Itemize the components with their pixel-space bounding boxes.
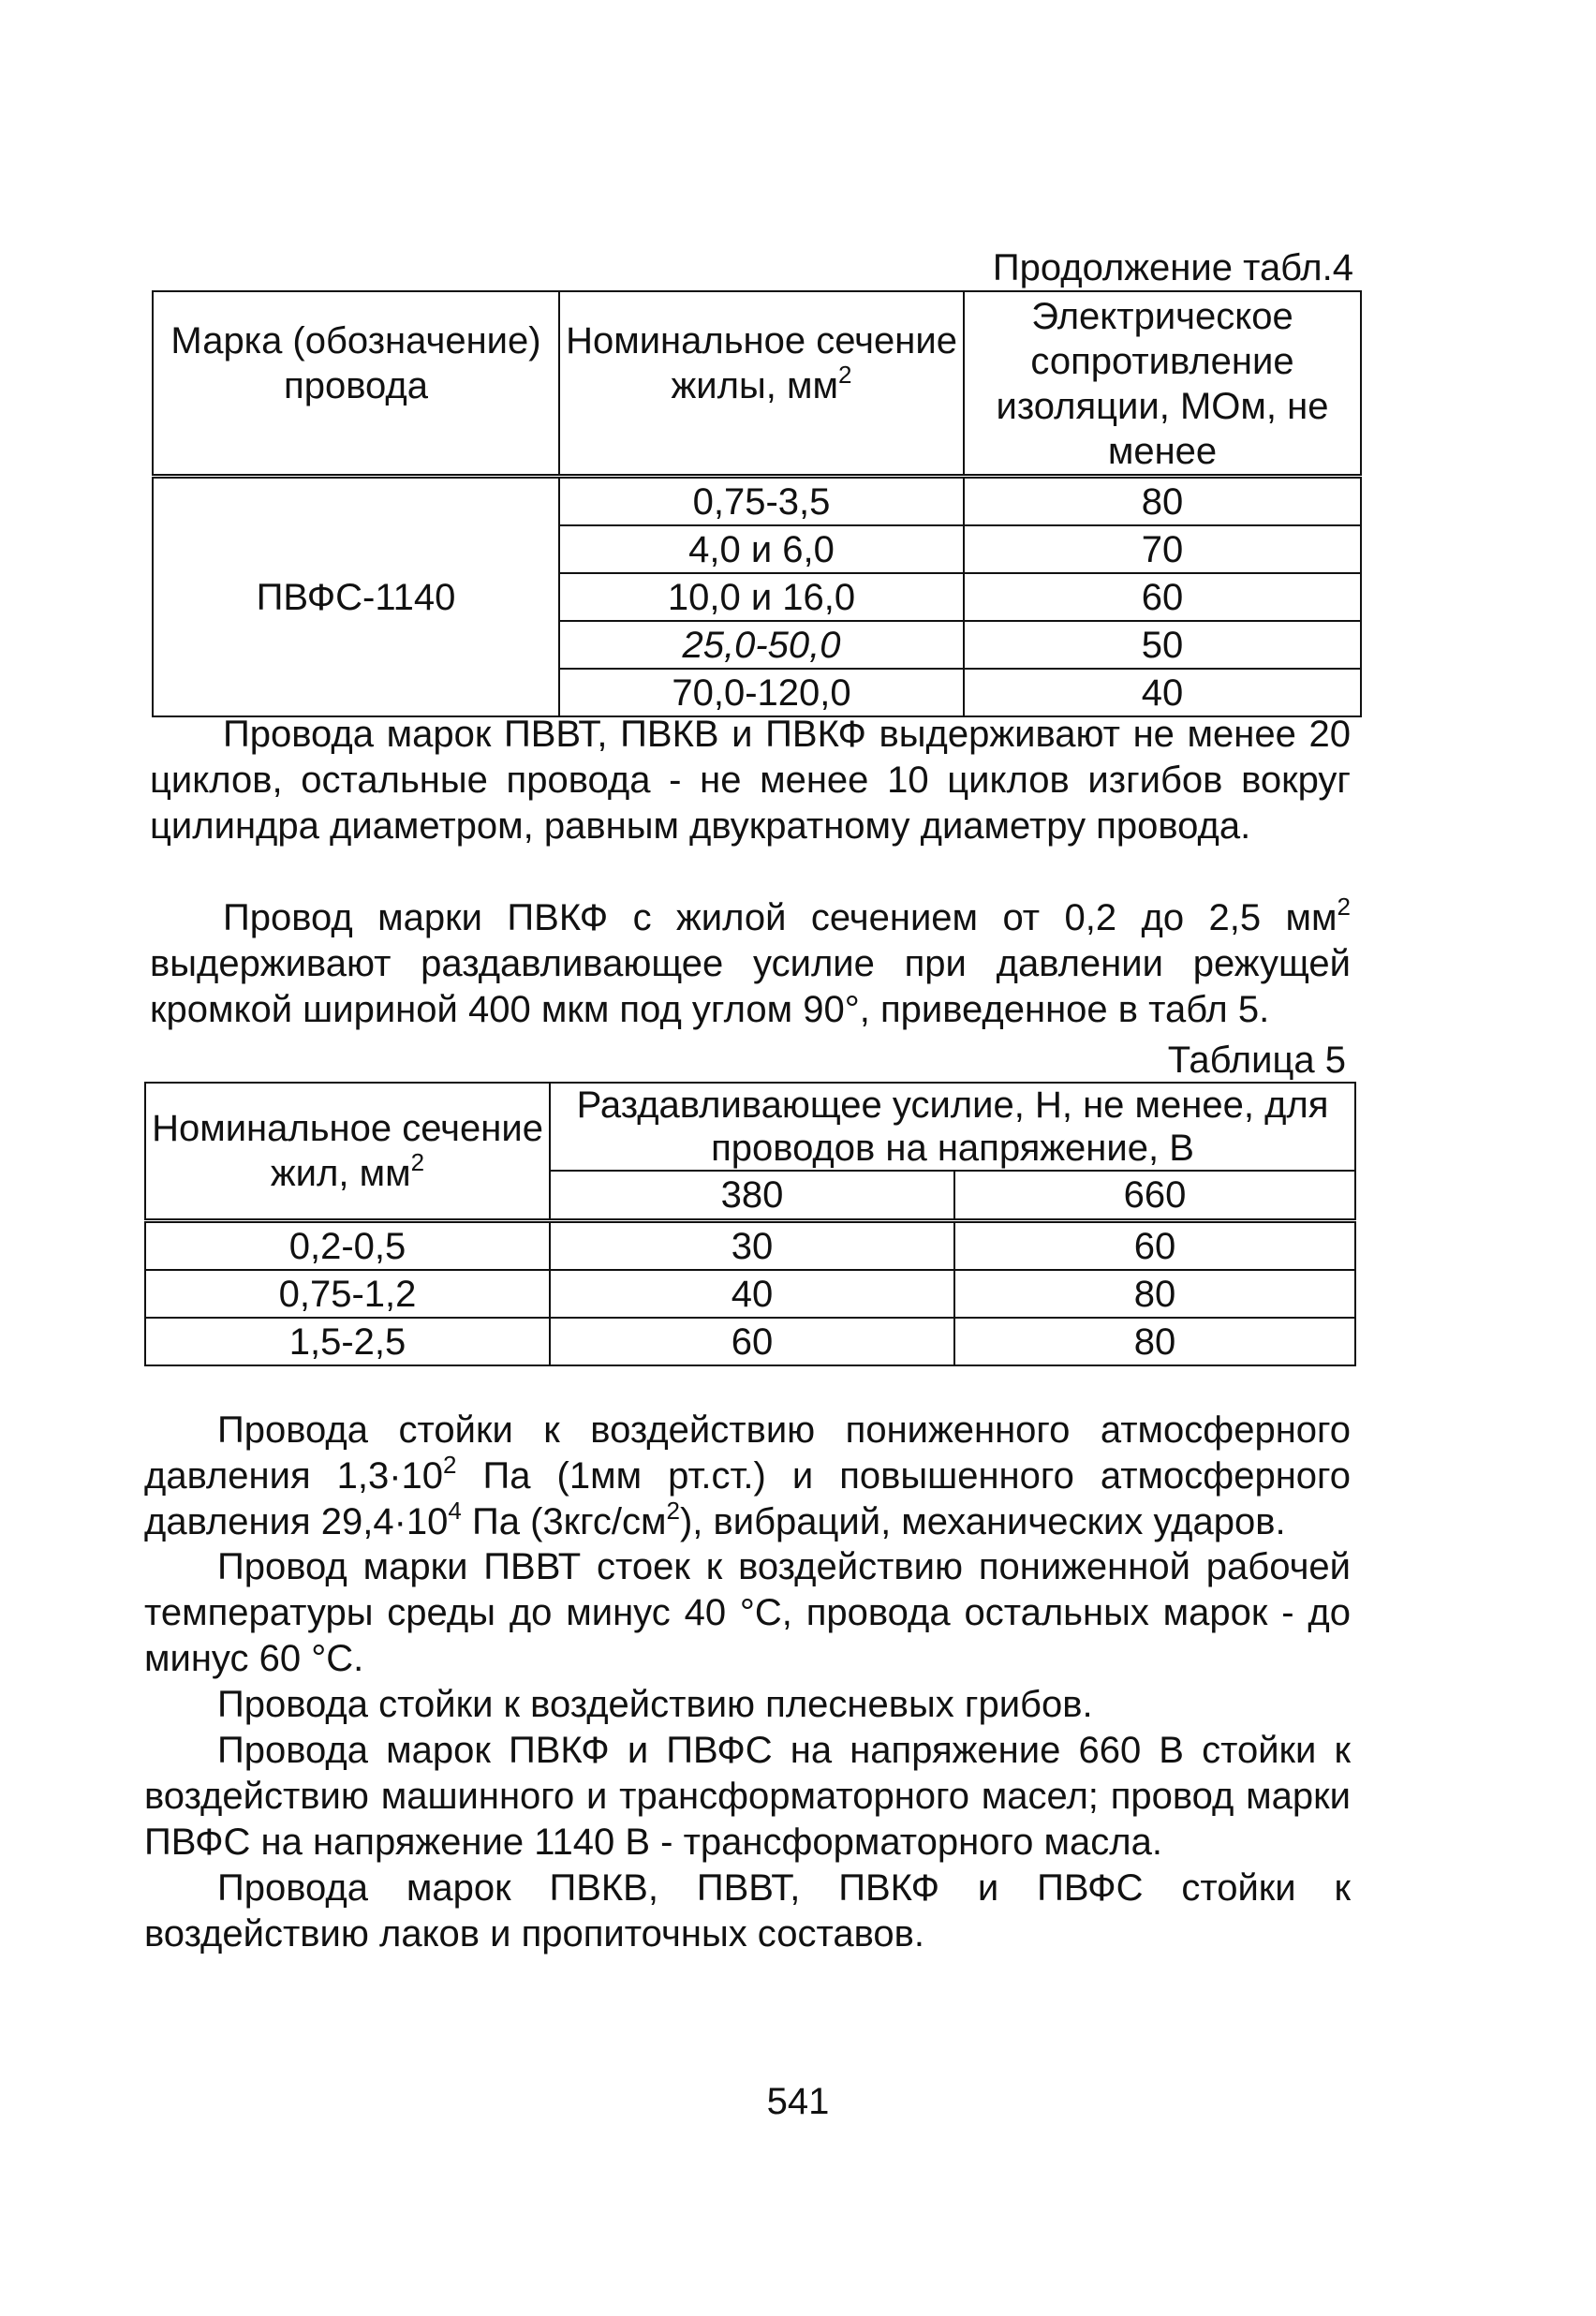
paragraph-pressure: Провода стойки к воздействию пониженного атмосферного давления $1,3\cdot 10^2$ Па (1мм рт.ст.) и повышенного атмосферного давления $29,4\cdot 10^4$ Па $(3кгс/см^2)$, вибраций, механических ударов. — [144, 1409, 1351, 1542]
table5-header-section: Номинальное сечение жил, $мм^2$ — [145, 1083, 550, 1221]
table4-resistance-cell: 50 — [964, 621, 1361, 669]
table4-section-cell: 25,0-50,0 — [559, 621, 964, 669]
table4 — [152, 290, 1362, 717]
table5-section-cell: 0,2-0,5 — [145, 1221, 550, 1271]
table4-resistance-cell: 70 — [964, 525, 1361, 573]
table-row — [145, 1318, 1355, 1365]
table-row — [153, 477, 1361, 526]
table5-380-cell: 40 — [550, 1270, 954, 1318]
paragraph-bending-cycles: Провода марок ПВВТ, ПВКВ и ПВКФ выдерживают не менее 20 циклов, остальные провода - не менее 10 циклов изгибов вокруг цилиндра диаметром, равным двукратному диаметру провода. — [150, 714, 1351, 847]
table4-resistance-cell: 40 — [964, 669, 1361, 716]
table5-section-cell: 1,5-2,5 — [145, 1318, 550, 1365]
table5-380-cell: 60 — [550, 1318, 954, 1365]
table4-header-brand: Марка (обозначение) провода — [153, 291, 559, 477]
paragraph-temperature: Провод марки ПВВТ стоек к воздействию пониженной рабочей температуры среды до минус 40 °С, провода остальных марок - до минус 60 °С. — [144, 1546, 1351, 1679]
page-number: 541 — [766, 2081, 830, 2122]
table4-header-section: Номинальное сечение жилы, $мм^2$ — [559, 291, 964, 477]
table5-section-cell: 0,75-1,2 — [145, 1270, 550, 1318]
table4-header-resistance: Электрическое сопротивление изоляции, МОм, не менее — [964, 291, 1361, 477]
table5-caption: Таблица 5 — [1167, 1040, 1346, 1081]
table4-section-cell: 70,0-120,0 — [559, 669, 964, 716]
paragraph-mold: Провода стойки к воздействию плесневых грибов. — [217, 1684, 1093, 1725]
table5-380-cell: 30 — [550, 1221, 954, 1271]
table5-header-group: Раздавливающее усилие, Н, не менее, для проводов на напряжение, В — [550, 1083, 1355, 1171]
table4-resistance-cell: 80 — [964, 477, 1361, 526]
table4-section-cell: 10,0 и 16,0 — [559, 573, 964, 621]
table5-660-cell: 60 — [954, 1221, 1355, 1271]
table4-header-row — [153, 291, 1361, 477]
table4-section-cell: 4,0 и 6,0 — [559, 525, 964, 573]
table5-660-cell: 80 — [954, 1270, 1355, 1318]
table4-caption: Продолжение табл.4 — [992, 247, 1353, 288]
table-row — [145, 1221, 1355, 1271]
table4-section-cell: 0,75-3,5 — [559, 477, 964, 526]
table5-header-660: 660 — [954, 1171, 1355, 1221]
table4-brand-cell: ПВФС-1140 — [153, 477, 559, 717]
table4-resistance-cell: 60 — [964, 573, 1361, 621]
table5-header-380: 380 — [550, 1171, 954, 1221]
paragraph-oil: Провода марок ПВКФ и ПВФС на напряжение 660 В стойки к воздействию машинного и трансформаторного масел; провод марки ПВФС на напряжение 1140 В - трансформаторного масла. — [144, 1730, 1351, 1863]
table5-660-cell: 80 — [954, 1318, 1355, 1365]
paragraph-varnish: Провода марок ПВКВ, ПВВТ, ПВКФ и ПВФС стойки к воздействию лаков и пропиточных составов. — [144, 1867, 1351, 1955]
paragraph-crush-force: Провод марки ПВКФ с жилой сечением от 0,2 до 2,5 $мм^2$ выдерживают раздавливающее усилие при давлении режущей кромкой шириной 400 мкм под углом 90°, приведенное в табл 5. — [150, 892, 1351, 1030]
table5 — [144, 1082, 1356, 1366]
table-row — [145, 1270, 1355, 1318]
table5-header-row — [145, 1083, 1355, 1171]
